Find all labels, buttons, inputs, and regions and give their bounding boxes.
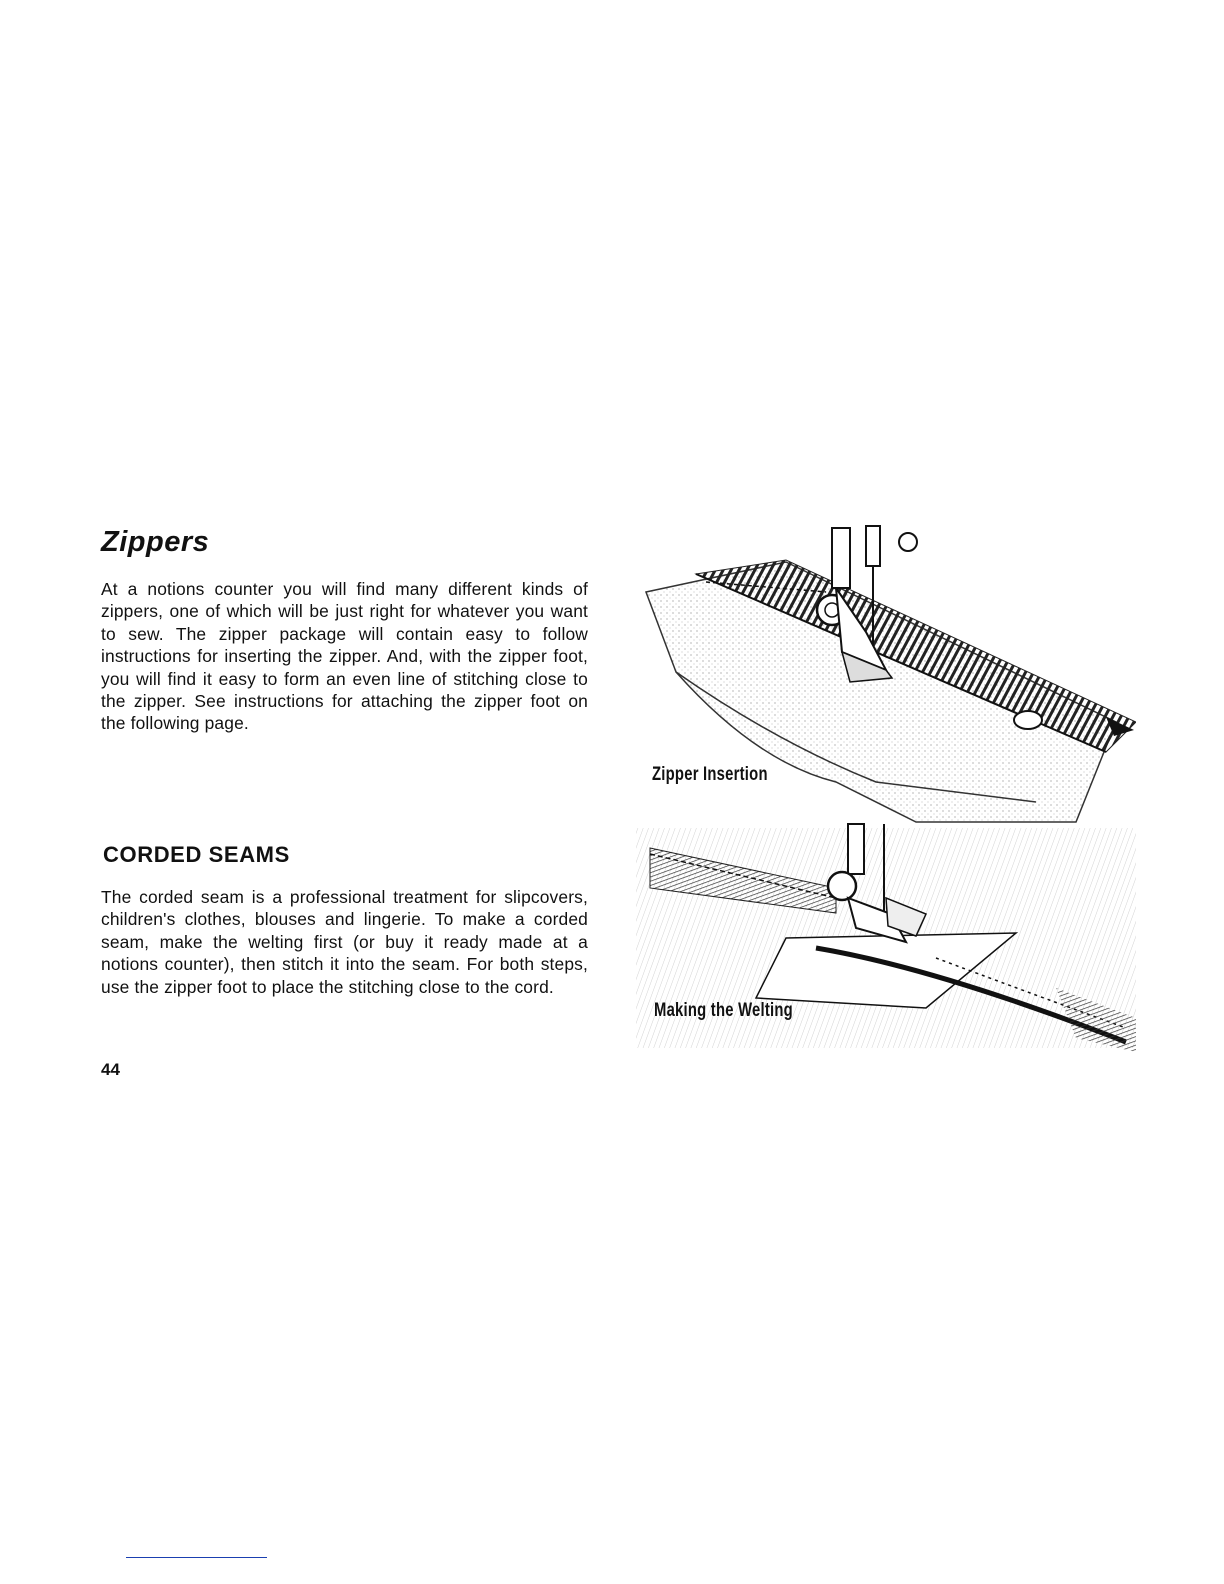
footer-divider bbox=[126, 1557, 267, 1558]
zippers-heading: Zippers bbox=[101, 526, 210, 558]
zipper-insertion-figure bbox=[636, 522, 1136, 826]
welting-figure bbox=[636, 818, 1136, 1052]
welting-caption: Making the Welting bbox=[654, 1000, 793, 1021]
corded-seams-heading: CORDED SEAMS bbox=[103, 842, 290, 867]
zipper-insertion-caption: Zipper Insertion bbox=[652, 764, 768, 785]
page-number: 44 bbox=[101, 1060, 120, 1079]
zippers-paragraph: At a notions counter you will find many different kinds of zippers, one of which will be just right for whatever you want to sew. The zipper package will contain easy to follow instructions for inserting the zipper. And, with the zipper foot, you will find it easy to form an even line of stitching close to the zipper. See instructions for attaching the zipper foot on the following page. bbox=[101, 579, 588, 734]
corded-seams-paragraph: The corded seam is a professional treatment for slipcovers, children's clothes, blouses and lingerie. To make a corded seam, make the welting first (or buy it ready made at a notions counter), then stitch it into the seam. For both steps, use the zipper foot to place the stitching close to the cord. bbox=[101, 887, 588, 997]
